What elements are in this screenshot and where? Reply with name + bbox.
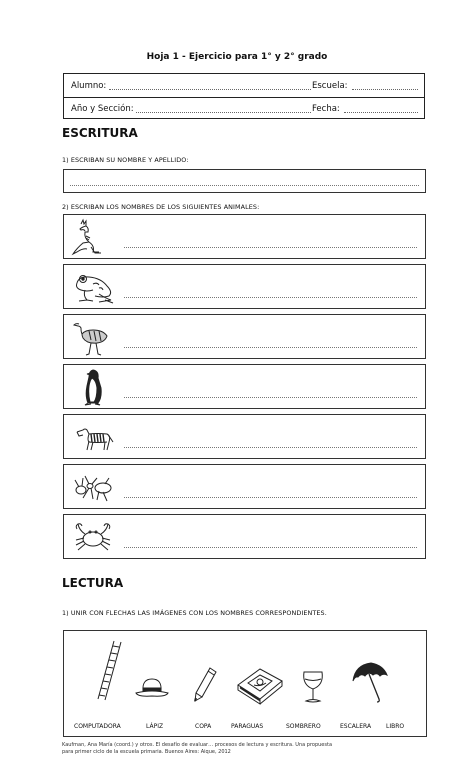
- answer-line: [124, 447, 417, 448]
- citation-line-2: para primer ciclo de la escuela primaria. Buenos Aires: Aique, 2012: [62, 749, 231, 755]
- word-option[interactable]: LIBRO: [386, 723, 405, 730]
- answer-line: [124, 347, 417, 348]
- zebra-icon: [69, 418, 117, 456]
- crab-icon: [69, 518, 117, 556]
- wine-glass-icon[interactable]: [300, 669, 326, 705]
- escritura-heading: ESCRITURA: [62, 126, 138, 140]
- animal-row-ant[interactable]: [63, 464, 426, 509]
- animal-row-crab[interactable]: [63, 514, 426, 559]
- hat-icon[interactable]: [134, 675, 170, 701]
- animal-row-ostrich[interactable]: [63, 314, 426, 359]
- escuela-field[interactable]: [352, 89, 418, 90]
- alumno-field[interactable]: [109, 89, 311, 90]
- answer-line: [124, 247, 417, 248]
- answer-line: [124, 397, 417, 398]
- info-row-1: [64, 74, 424, 98]
- anio-field[interactable]: [136, 112, 311, 113]
- answer-line: [124, 497, 417, 498]
- fecha-label: Fecha:: [312, 104, 340, 114]
- name-answer-box[interactable]: [63, 169, 426, 193]
- info-row-2: [64, 97, 424, 120]
- umbrella-icon[interactable]: [349, 659, 391, 705]
- fecha-field[interactable]: [344, 112, 418, 113]
- word-option[interactable]: SOMBRERO: [286, 723, 321, 730]
- penguin-icon: [69, 368, 117, 406]
- word-option[interactable]: COMPUTADORA: [74, 723, 121, 730]
- pencil-icon[interactable]: [192, 665, 218, 703]
- ostrich-icon: [69, 318, 117, 356]
- word-option[interactable]: COPA: [195, 723, 212, 730]
- book-icon[interactable]: [234, 665, 286, 705]
- animal-row-kangaroo[interactable]: [63, 214, 426, 259]
- escritura-q1: 1) ESCRIBAN SU NOMBRE Y APELLIDO:: [62, 156, 189, 164]
- escuela-label: Escuela:: [312, 81, 348, 91]
- word-option[interactable]: LÁPIZ: [146, 723, 164, 730]
- name-answer-line: [70, 185, 419, 186]
- word-option[interactable]: ESCALERA: [340, 723, 372, 730]
- student-info-box: [63, 73, 425, 119]
- lectura-q1: 1) UNIR CON FLECHAS LAS IMÁGENES CON LOS NOMBRES CORRESPONDIENTES.: [62, 609, 327, 617]
- anio-label: Año y Sección:: [71, 104, 134, 114]
- answer-line: [124, 297, 417, 298]
- ladder-icon[interactable]: [94, 639, 124, 701]
- page-title: Hoja 1 - Ejercicio para 1° y 2° grado: [146, 52, 328, 62]
- word-option[interactable]: PARAGUAS: [231, 723, 264, 730]
- lectura-heading: LECTURA: [62, 576, 124, 590]
- animal-row-zebra[interactable]: [63, 414, 426, 459]
- citation-line-1: Kaufman, Ana María (coord.) y otros. El desafío de evaluar… procesos de lectura y escritura. Una propuesta: [62, 742, 333, 748]
- animal-row-penguin[interactable]: [63, 364, 426, 409]
- animal-row-frog[interactable]: [63, 264, 426, 309]
- frog-icon: [69, 268, 117, 306]
- escritura-q2: 2) ESCRIBAN LOS NOMBRES DE LOS SIGUIENTES ANIMALES:: [62, 203, 260, 211]
- ant-icon: [69, 468, 117, 506]
- answer-line: [124, 547, 417, 548]
- alumno-label: Alumno:: [71, 81, 107, 91]
- matching-box: [63, 630, 427, 737]
- kangaroo-icon: [69, 218, 117, 256]
- citation-footer: [62, 742, 432, 756]
